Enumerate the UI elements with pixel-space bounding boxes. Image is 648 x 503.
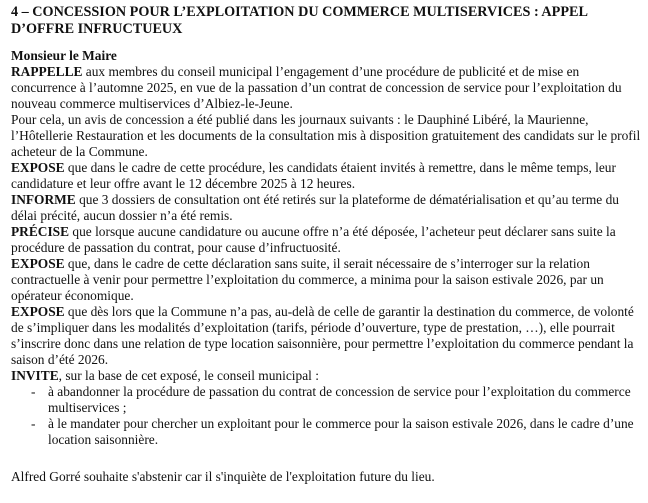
dash-bullet-icon: - <box>31 384 36 399</box>
paragraph-invite <box>11 368 641 384</box>
paragraph-text: aux membres du conseil municipal l’engagement d’une procédure de publicité et de mise en concurrence à l’automne 2025, en vue de la passation d’un contrat de concession de service pour l’exploitation du nouveau commerce multiservices d’Albiez-le-Jeune. <box>11 64 622 111</box>
list-item-text: à abandonner la procédure de passation du contrat de concession de service pour l’exploitation du commerce multiservices ; <box>48 384 631 415</box>
paragraph-text: que lorsque aucune candidature ou aucune offre n’a été déposée, l’acheteur peut déclarer sans suite la procédure de passation du contrat, pour cause d’infructuosité. <box>11 224 616 255</box>
list-item <box>11 384 641 416</box>
paragraph-expose-deadline <box>11 160 641 192</box>
paragraph-keyword: INVITE <box>11 368 59 383</box>
paragraph-publication <box>11 112 641 160</box>
paragraph-expose-location <box>11 304 641 368</box>
list-item-text: à le mandater pour chercher un exploitant pour le commerce pour la saison estivale 2026, dans le cadre d’une location saisonnière. <box>48 416 634 447</box>
paragraph-text: que, dans le cadre de cette déclaration sans suite, il serait nécessaire de s’interroger sur la relation contractuelle à venir pour permettre l’exploitation du commerce, a minima pour la saison estivale 2026, par un opérateur économique. <box>11 256 604 303</box>
salutation: Monsieur le Maire <box>11 48 117 63</box>
list-item <box>11 416 641 448</box>
paragraph-text: que 3 dossiers de consultation ont été retirés sur la plateforme de dématérialisation et qu’au terme du délai précité, aucun dossier n’a été remis. <box>11 192 619 223</box>
paragraph-expose-relation <box>11 256 641 304</box>
section-title: 4 – CONCESSION POUR L’EXPLOITATION DU COMMERCE MULTISERVICES : APPEL D’OFFRE INFRUCTUEUX <box>11 4 588 37</box>
decision-list <box>11 384 641 448</box>
abstention-note: Alfred Gorré souhaite s'abstenir car il s'inquiète de l'exploitation future du lieu. <box>11 469 435 484</box>
paragraph-keyword: PRÉCISE <box>11 224 70 239</box>
document-page <box>11 4 641 485</box>
paragraph-keyword: RAPPELLE <box>11 64 83 79</box>
dash-bullet-icon: - <box>31 416 36 431</box>
paragraph-text: que dès lors que la Commune n’a pas, au-delà de celle de garantir la destination du commerce, de volonté de s’impliquer dans les modalités d’exploitation (tarifs, période d’ouverture, type de prestation, …), elle pourrait s’inscrire donc dans une relation de type location saisonnière, pour permettre l’exploitation du commerce pendant la saison d’été 2026. <box>11 304 634 367</box>
paragraph-text: Pour cela, un avis de concession a été publié dans les journaux suivants : le Dauphiné Libéré, la Maurienne, l’Hôtellerie Restauration et les documents de la consultation mis à disposition gratuitement des candidats sur le profil acheteur de la Commune. <box>11 112 641 159</box>
paragraph-informe <box>11 192 641 224</box>
paragraph-text: , sur la base de cet exposé, le conseil municipal : <box>58 368 319 383</box>
paragraph-text: que dans le cadre de cette procédure, les candidats étaient invités à remettre, dans le même temps, leur candidature et leur offre avant le 12 décembre 2025 à 12 heures. <box>11 160 616 191</box>
paragraph-keyword: EXPOSE <box>11 160 65 175</box>
paragraph-precise <box>11 224 641 256</box>
paragraph-rappelle <box>11 64 641 112</box>
paragraph-keyword: EXPOSE <box>11 256 65 271</box>
paragraph-keyword: EXPOSE <box>11 304 65 319</box>
paragraph-keyword: INFORME <box>11 192 76 207</box>
